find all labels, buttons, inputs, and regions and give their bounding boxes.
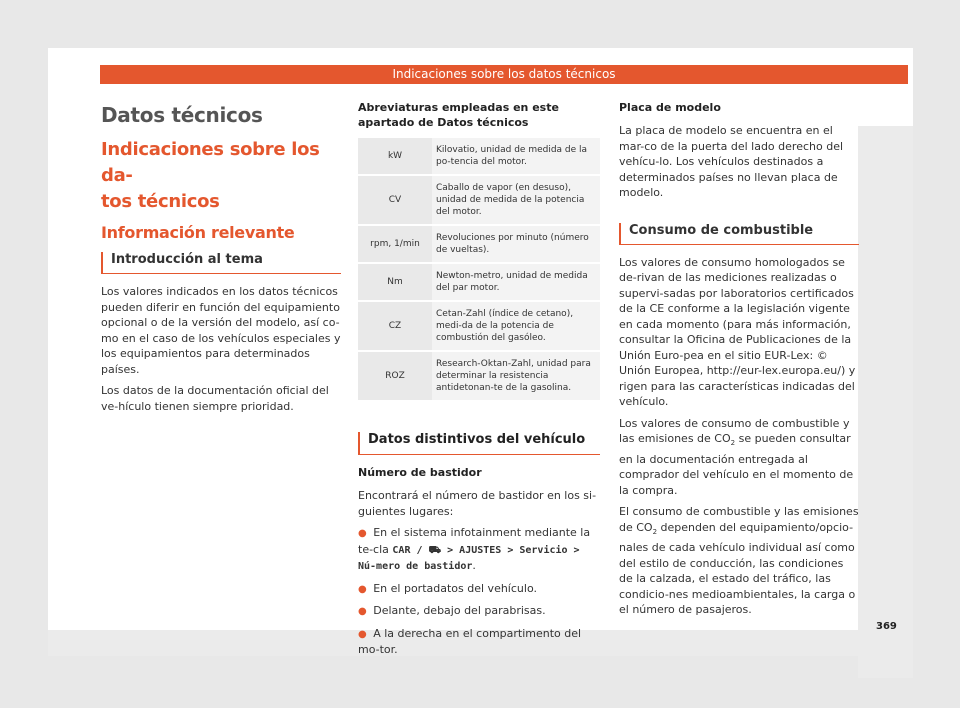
vin-heading: Número de bastidor	[358, 466, 482, 479]
abbr-value: Cetan-Zahl (índice de cetano), medi-da de la potencia de combustión del gasóleo.	[432, 301, 600, 351]
abbr-value: Newton-metro, unidad de medida del par motor.	[432, 263, 600, 301]
bullet-dot-icon: ●	[358, 583, 367, 595]
bullet-dot-icon: ●	[358, 628, 367, 640]
table-row	[358, 138, 600, 175]
chapter-header-bar	[100, 65, 908, 84]
abbr-value: Revoluciones por minuto (número de vueltas).	[432, 225, 600, 263]
model-plate-text: La placa de modelo se encuentra en el mar-co de la puerta del lado derecho del vehícu-lo. Los vehículos destinados a determinados países no llevan placa de modelo.	[619, 124, 844, 199]
list-item	[358, 626, 600, 658]
chapter-title	[101, 137, 341, 215]
co2-subscript: 2	[652, 527, 658, 536]
fuel-consumption-paragraph-3	[619, 504, 859, 618]
abbr-key: CV	[358, 175, 432, 225]
bullet-text: Delante, debajo del parabrisas.	[373, 604, 546, 617]
bullet-text: En el sistema infotainment mediante la te-cla	[358, 526, 591, 556]
abbr-value: Caballo de vapor (en desuso), unidad de medida de la potencia del motor.	[432, 175, 600, 225]
intro-heading: Introducción al tema	[101, 252, 341, 274]
table-row	[358, 263, 600, 301]
abbreviations-heading: Abreviaturas empleadas en este apartado de Datos técnicos	[358, 101, 559, 129]
fuel-consumption-paragraph-1: Los valores de consumo homologados se de-rivan de las mediciones realizadas o supervi-sadas por laboratorios certificados de la CE conforme a la legislación vigente en cada momento (para más información, consultar la Oficina de Publicaciones de la Unión Euro-pea en el sitio EUR-Lex: © Unión Europea, http://eur-lex.europa.eu/) y rigen para las características indicadas del vehículo.	[619, 255, 856, 408]
menu-path: CAR / ⛟ > AJUSTES > Servicio > Nú-mero de bastidor	[358, 544, 580, 572]
table-row	[358, 175, 600, 225]
chapter-title-line2: tos técnicos	[101, 191, 220, 212]
abbr-key: ROZ	[358, 351, 432, 401]
abbr-key: CZ	[358, 301, 432, 351]
page-number: 369	[876, 621, 897, 632]
middle-column	[358, 98, 600, 664]
abbr-key: Nm	[358, 263, 432, 301]
left-column	[101, 98, 341, 420]
bullet-end: .	[472, 559, 476, 572]
chapter-header-title: Indicaciones sobre los datos técnicos	[392, 67, 616, 81]
page-sheet	[48, 48, 913, 656]
abbr-key: kW	[358, 138, 432, 175]
list-item	[358, 525, 600, 575]
intro-paragraph-1: Los valores indicados en los datos técnicos pueden diferir en función del equipamiento opcional o de la versión del modelo, así co-mo en el caso de los vehículos especiales y los equipamientos para determinados países.	[101, 285, 341, 376]
abbr-value: Kilovatio, unidad de medida de la po-tencia del motor.	[432, 138, 600, 175]
list-item	[358, 603, 600, 620]
model-plate-heading: Placa de modelo	[619, 101, 721, 114]
vin-intro: Encontrará el número de bastidor en los si-guientes lugares:	[358, 489, 597, 518]
co2-subscript: 2	[730, 439, 736, 448]
chapter-title-line1: Indicaciones sobre los da-	[101, 139, 320, 186]
table-row	[358, 301, 600, 351]
abbr-value: Research-Oktan-Zahl, unidad para determinar la resistencia antidetonan-te de la gasolina.	[432, 351, 600, 401]
table-row	[358, 225, 600, 263]
page-margin-band	[858, 126, 913, 678]
fuel-consumption-paragraph-2	[619, 416, 859, 499]
abbr-key: rpm, 1/min	[358, 225, 432, 263]
p3-text-a: El consumo de combustible y las emisiones de CO	[619, 505, 859, 534]
bullet-text: A la derecha en el compartimento del mo-tor.	[358, 626, 582, 656]
p3-text-b: dependen del equipamiento/opcio-nales de cada vehículo individual así como del estilo de conducción, las condiciones de la calzada, el estado del tráfico, las condicio-nes medioambientales, la carga o el número de pasajeros.	[619, 520, 856, 617]
page-title: Datos técnicos	[101, 103, 263, 127]
p2-text-a: Los valores de consumo de combustible y las emisiones de CO	[619, 416, 850, 445]
abbreviations-table	[358, 138, 600, 402]
intro-paragraph-2: Los datos de la documentación oficial del ve-hículo tienen siempre prioridad.	[101, 384, 329, 413]
p2-text-b: se pueden consultar en la documentación entregada al comprador del vehículo en el momento de la compra.	[619, 432, 854, 497]
table-row	[358, 351, 600, 401]
bullet-dot-icon: ●	[358, 528, 367, 539]
section-title: Información relevante	[101, 223, 295, 242]
fuel-consumption-heading: Consumo de combustible	[619, 223, 859, 245]
list-item	[358, 581, 600, 598]
right-column	[619, 98, 859, 624]
bullet-text: En el portadatos del vehículo.	[373, 581, 537, 595]
vehicle-identification-heading: Datos distintivos del vehículo	[358, 432, 600, 455]
bullet-dot-icon: ●	[358, 606, 367, 617]
